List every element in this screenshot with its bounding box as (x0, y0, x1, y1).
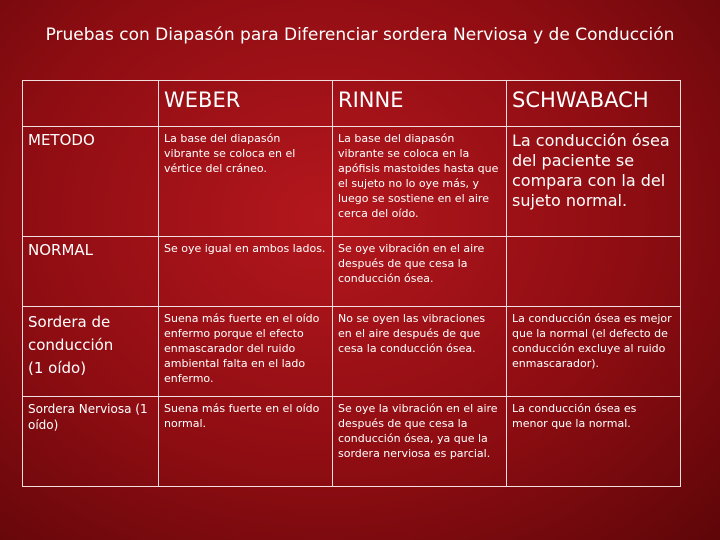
header-rinne: RINNE (333, 81, 507, 127)
header-weber: WEBER (159, 81, 333, 127)
cell-weber-normal: Se oye igual en ambos lados. (159, 237, 333, 307)
cell-rinne-normal: Se oye vibración en el aire después de que cesa la conducción ósea. (333, 237, 507, 307)
cell-schwabach-metodo: La conducción ósea del paciente se compara con la del sujeto normal. (507, 127, 681, 237)
row-label-metodo: METODO (23, 127, 159, 237)
cell-schwabach-normal (507, 237, 681, 307)
cell-schwabach-sordera-nerviosa: La conducción ósea es menor que la normal. (507, 397, 681, 487)
table-row (23, 307, 681, 397)
table-row (23, 397, 681, 487)
row-label-sordera-conduccion (23, 307, 159, 397)
row-label-sordera-nerviosa: Sordera Nerviosa (1 oído) (23, 397, 159, 487)
table-row (23, 127, 681, 237)
header-empty-cell (23, 81, 159, 127)
tuning-fork-tests-table (22, 80, 681, 487)
cell-rinne-sordera-conduccion: No se oyen las vibraciones en el aire después de que cesa la conducción ósea. (333, 307, 507, 397)
header-row (23, 81, 681, 127)
header-schwabach: SCHWABACH (507, 81, 681, 127)
table-row (23, 237, 681, 307)
cell-schwabach-sordera-conduccion: La conducción ósea es mejor que la normal (el defecto de conducción excluye al ruido enmascarador). (507, 307, 681, 397)
row-label-sordera-conduccion-line2: (1 oído) (28, 359, 87, 377)
cell-weber-metodo: La base del diapasón vibrante se coloca en el vértice del cráneo. (159, 127, 333, 237)
slide-title: Pruebas con Diapasón para Diferenciar sordera Nerviosa y de Conducción (45, 25, 675, 45)
cell-rinne-sordera-nerviosa: Se oye la vibración en el aire después de que cesa la conducción ósea, ya que la sordera nerviosa es parcial. (333, 397, 507, 487)
cell-rinne-metodo: La base del diapasón vibrante se coloca en la apófisis mastoides hasta que el sujeto no lo oye más, y luego se sostiene en el aire cerca del oído. (333, 127, 507, 237)
row-label-sordera-conduccion-line1: Sordera de conducción (28, 313, 114, 354)
cell-weber-sordera-conduccion: Suena más fuerte en el oído enfermo porque el efecto enmascarador del ruido ambiental falta en el lado enfermo. (159, 307, 333, 397)
cell-weber-sordera-nerviosa: Suena más fuerte en el oído normal. (159, 397, 333, 487)
row-label-normal: NORMAL (23, 237, 159, 307)
